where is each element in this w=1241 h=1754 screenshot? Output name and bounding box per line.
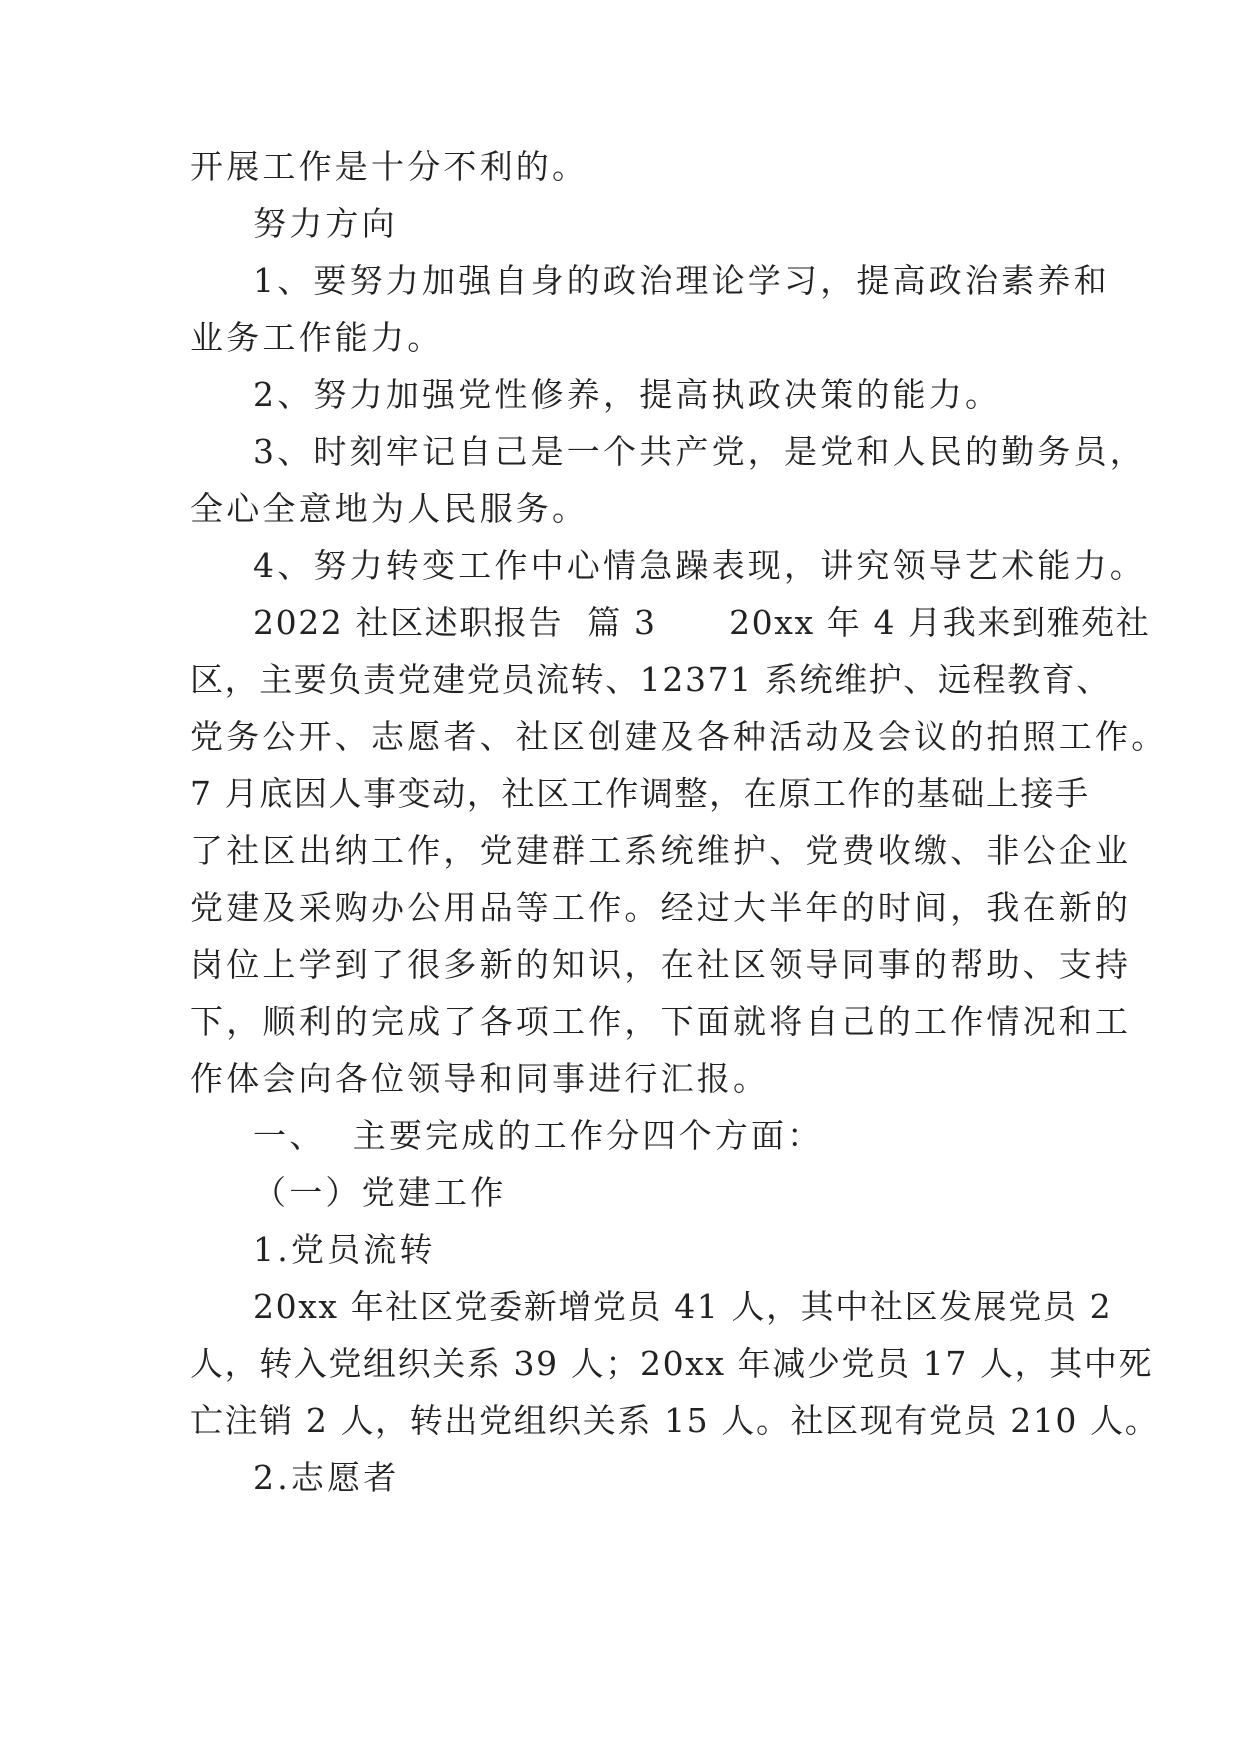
item-heading: 2.志愿者 (253, 1458, 400, 1497)
text-line: 岗位上学到了很多新的知识，在社区领导同事的帮助、支持 (190, 945, 1132, 984)
text-line: 3、时刻牢记自己是一个共产党，是党和人民的勤务员， (253, 432, 1146, 471)
text-line: 党务公开、志愿者、社区创建及各种活动及会议的拍照工作。 (190, 717, 1168, 756)
text-line: 了社区出纳工作，党建群工系统维护、党费收缴、非公企业 (190, 831, 1132, 870)
text-line: 2、努力加强党性修养，提高执政决策的能力。 (253, 375, 1002, 414)
text-line: 亡注销 2 人，转出党组织关系 15 人。社区现有党员 210 人。 (190, 1401, 1160, 1440)
text-line: 开展工作是十分不利的。 (190, 147, 589, 186)
text-line: 全心全意地为人民服务。 (190, 489, 589, 528)
text-line: 20xx 年社区党委新增党员 41 人，其中社区发展党员 2 (253, 1287, 1113, 1326)
text-line: 业务工作能力。 (190, 318, 444, 357)
text-line: 党建及采购办公用品等工作。经过大半年的时间，我在新的 (190, 888, 1132, 927)
section-heading: 一、 主要完成的工作分四个方面： (253, 1116, 824, 1155)
item-heading: 1.党员流转 (253, 1230, 436, 1269)
text-line: 下，顺利的完成了各项工作，下面就将自己的工作情况和工 (190, 1002, 1132, 1041)
text-line: 4、努力转变工作中心情急躁表现，讲究领导艺术能力。 (253, 546, 1146, 585)
section-heading: 努力方向 (253, 204, 398, 243)
text-line: 区，主要负责党建党员流转、12371 系统维护、远程教育、 (190, 660, 1111, 699)
text-line: 7 月底因人事变动，社区工作调整，在原工作的基础上接手 (190, 774, 1090, 813)
text-line: 人，转入党组织关系 39 人；20xx 年减少党员 17 人，其中死 (190, 1344, 1154, 1383)
text-line: 1、要努力加强自身的政治理论学习，提高政治素养和 (253, 261, 1110, 300)
text-line: 2022 社区述职报告 篇 3 20xx 年 4 月我来到雅苑社 (253, 603, 1151, 642)
text-line: 作体会向各位领导和同事进行汇报。 (190, 1059, 770, 1098)
subsection-heading: （一）党建工作 (253, 1173, 507, 1212)
